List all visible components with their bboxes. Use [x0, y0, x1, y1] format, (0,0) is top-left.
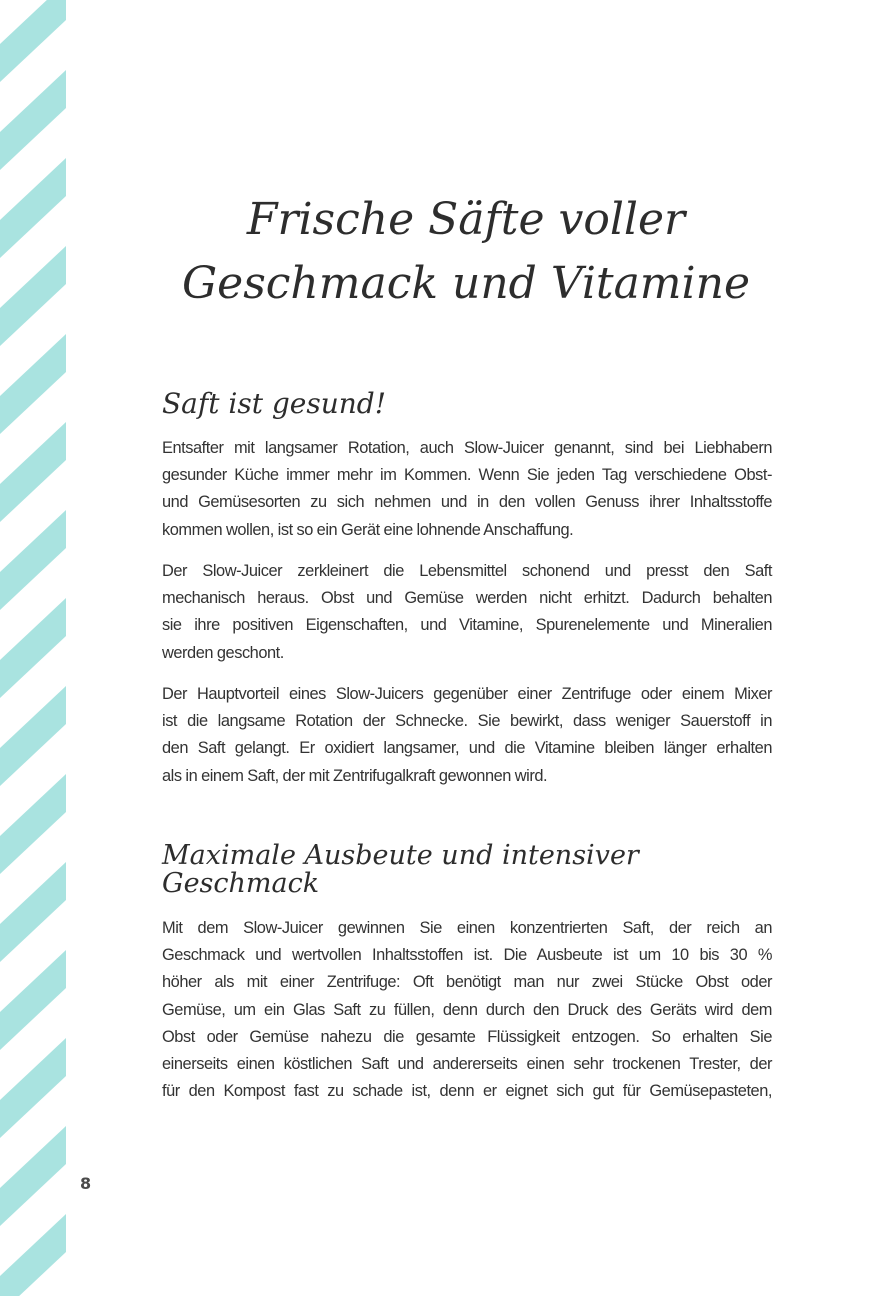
text-line: ist die langsame Rotation der Schnecke. Sie bewirkt, dass weniger Sauerstoff in	[162, 712, 772, 731]
text-line: als in einem Saft, der mit Zentrifugalkraft gewonnen wird.	[162, 766, 548, 785]
text-line: Geschmack und wertvollen Inhaltsstoffen ist. Die Ausbeute ist um 10 bis 30 %	[162, 946, 772, 965]
paragraph-4	[162, 915, 772, 1105]
page-title-line-2: Geschmack und Vitamine	[182, 258, 750, 309]
text-line: Gemüse, um ein Glas Saft zu füllen, denn durch den Druck des Geräts wird dem	[162, 1000, 772, 1019]
paragraph-2	[162, 558, 772, 667]
text-line: für den Kompost fast zu schade ist, denn er eignet sich gut für Gemüsepasteten,	[162, 1082, 772, 1101]
section-heading-maximale-ausbeute	[162, 842, 802, 898]
decorative-stripe-border	[0, 0, 66, 1296]
text-line: sie ihre positiven Eigenschaften, und Vitamine, Spurenelemente und Mineralien	[162, 616, 772, 635]
paragraph-3	[162, 681, 772, 790]
text-line: gesunder Küche immer mehr im Kommen. Wenn Sie jeden Tag verschiedene Obst-	[162, 466, 772, 485]
page-title	[110, 188, 822, 316]
text-line: den Saft gelangt. Er oxidiert langsamer, und die Vitamine bleiben länger erhalten	[162, 739, 772, 758]
text-line: und Gemüsesorten zu sich nehmen und in den vollen Genuss ihrer Inhaltsstoffe	[162, 493, 772, 512]
text-line: Der Slow-Juicer zerkleinert die Lebensmittel schonend und presst den Saft	[162, 562, 772, 580]
text-line: Obst oder Gemüse nahezu die gesamte Flüssigkeit entzogen. So erhalten Sie	[162, 1027, 772, 1046]
text-line: mechanisch heraus. Obst und Gemüse werden nicht erhitzt. Dadurch behalten	[162, 589, 772, 608]
text-line: einerseits einen köstlichen Saft und andererseits einen sehr trockenen Trester, der	[162, 1055, 772, 1074]
text-line: kommen wollen, ist so ein Gerät eine lohnende Anschaffung.	[162, 520, 574, 539]
text-line: Der Hauptvorteil eines Slow-Juicers gegenüber einer Zentrifuge oder einem Mixer	[162, 685, 772, 703]
diagonal-stripes-graphic	[0, 0, 66, 1296]
text-line: Mit dem Slow-Juicer gewinnen Sie einen konzentrierten Saft, der reich an	[162, 919, 772, 937]
page-number: 8	[80, 1174, 92, 1193]
page-title-line-1: Frische Säfte voller	[246, 194, 686, 245]
paragraph-1	[162, 435, 772, 544]
text-line: Entsafter mit langsamer Rotation, auch Slow-Juicer genannt, sind bei Liebhabern	[162, 439, 772, 457]
section-heading-saft-ist-gesund: Saft ist gesund!	[162, 387, 386, 420]
text-line: werden geschont.	[162, 643, 284, 662]
text-line: höher als mit einer Zentrifuge: Oft benötigt man nur zwei Stücke Obst oder	[162, 973, 772, 992]
section-heading-line-2: Geschmack	[162, 868, 320, 899]
section-heading-line-1: Maximale Ausbeute und intensiver	[162, 840, 639, 871]
